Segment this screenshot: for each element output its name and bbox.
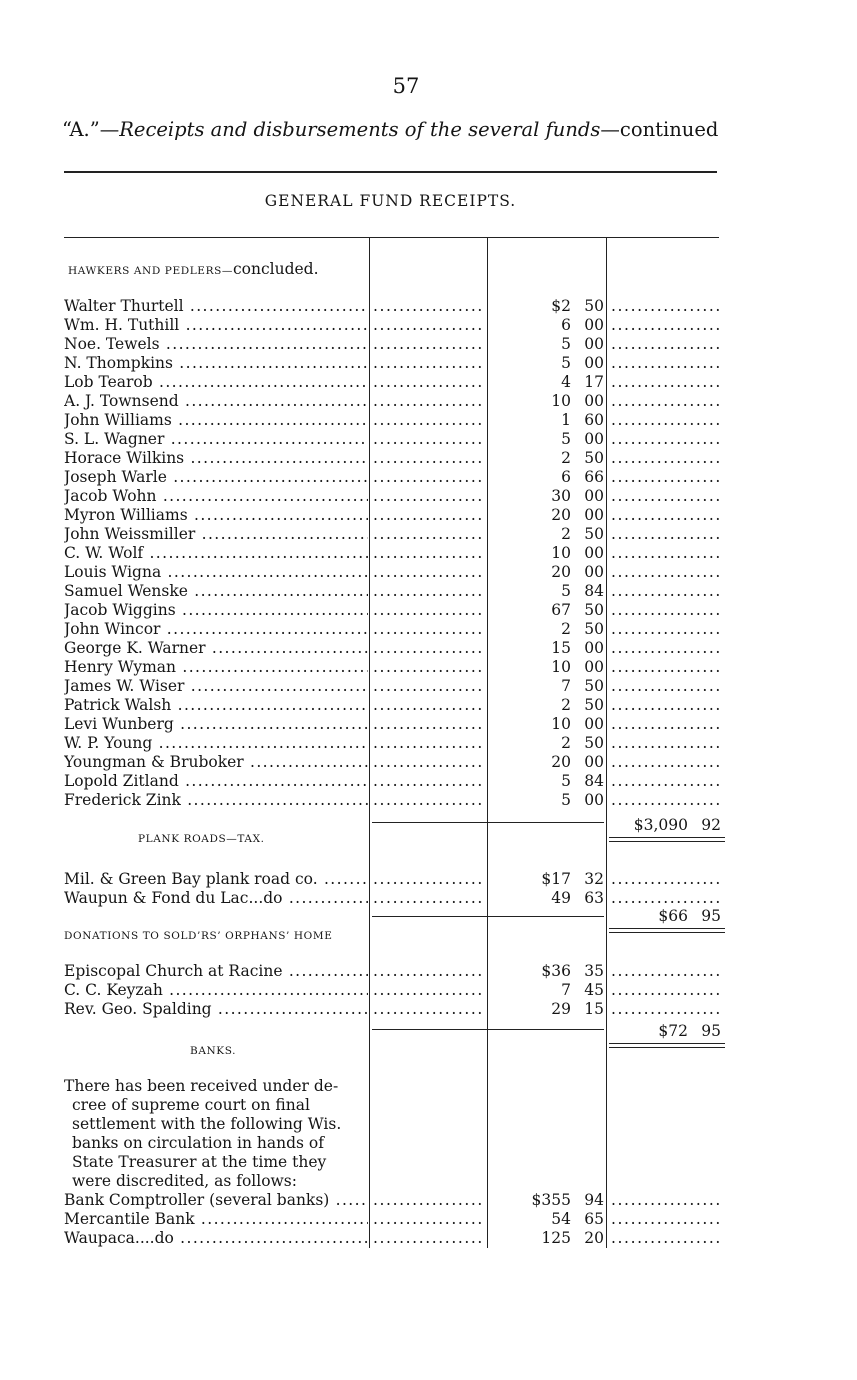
leader-dots [373, 696, 483, 715]
leader-dots [611, 487, 721, 506]
table-row: Youngman & Bruboker ..... ..... 20 00 ..... [0, 753, 857, 772]
table-row: John Wincor ..... ..... 2 50 ..... [0, 620, 857, 639]
entry-name: N. Thompkins ..... [64, 354, 368, 373]
entry-name: Louis Wigna ..... [64, 563, 368, 582]
leader-dots [373, 981, 483, 1000]
leader-dots [611, 335, 721, 354]
leader-dots [611, 316, 721, 335]
subtotal-rule [372, 916, 604, 917]
section-header-hawkers: HAWKERS AND PEDLERS—concluded. [68, 260, 319, 278]
entry-name: George K. Warner ..... [64, 639, 368, 658]
leader-dots [611, 297, 721, 316]
leader-dots [373, 639, 483, 658]
leader-dots [373, 582, 483, 601]
entry-name: Myron Williams ..... [64, 506, 368, 525]
page-heading [62, 118, 722, 141]
leader-dots [373, 525, 483, 544]
table-row: Patrick Walsh ..... ..... 2 50 ..... [0, 696, 857, 715]
table-row: C. W. Wolf ..... ..... 10 00 ..... [0, 544, 857, 563]
heading-suffix: —continued [600, 118, 719, 141]
leader-dots [373, 1210, 483, 1229]
table-row: James W. Wiser ..... ..... 7 50 ..... [0, 677, 857, 696]
table-row: Jacob Wohn ..... ..... 30 00 ..... [0, 487, 857, 506]
table-row: John Weissmiller ..... ..... 2 50 ..... [0, 525, 857, 544]
table-row: Waupun & Fond du Lac...do ..... ..... 49 63 ..... [0, 889, 857, 908]
entry-name: Mil. & Green Bay plank road co. ..... [64, 870, 368, 889]
entry-name: Youngman & Bruboker ..... [64, 753, 368, 772]
table-row: A. J. Townsend ..... ..... 10 00 ..... [0, 392, 857, 411]
leader-dots [611, 962, 721, 981]
leader-dots [373, 544, 483, 563]
table-row: Jacob Wiggins ..... ..... 67 50 ..... [0, 601, 857, 620]
entry-name: Bank Comptroller (several banks) ..... [64, 1191, 368, 1210]
table-row: Mercantile Bank ..... ..... 54 65 ..... [0, 1210, 857, 1229]
entry-name: S. L. Wagner ..... [64, 430, 368, 449]
heading-rule [64, 171, 717, 173]
entry-name: John Weissmiller ..... [64, 525, 368, 544]
leader-dots [611, 658, 721, 677]
leader-dots [373, 487, 483, 506]
heading-prefix: “A.”— [62, 118, 120, 141]
donations-total: $72 95 [611, 1021, 721, 1041]
entry-name: Noe. Tewels ..... [64, 335, 368, 354]
leader-dots [611, 411, 721, 430]
leader-dots [611, 715, 721, 734]
table-top-rule [64, 237, 719, 238]
leader-dots [373, 449, 483, 468]
leader-dots [611, 601, 721, 620]
heading-title: Receipts and disbursements of the several funds [119, 118, 601, 141]
entry-name: James W. Wiser ..... [64, 677, 368, 696]
table-row: Waupaca....do ..... ..... 125 20 ..... [0, 1229, 857, 1248]
table-row: Wm. H. Tuthill ..... ..... 6 00 ..... [0, 316, 857, 335]
table-row: Joseph Warle ..... ..... 6 66 ..... [0, 468, 857, 487]
table-row: S. L. Wagner ..... ..... 5 00 ..... [0, 430, 857, 449]
page-number: 57 [392, 74, 420, 98]
leader-dots [611, 468, 721, 487]
leader-dots [611, 639, 721, 658]
leader-dots [373, 392, 483, 411]
leader-dots [373, 620, 483, 639]
table-row: Episcopal Church at Racine ..... ..... $36 35 ..... [0, 962, 857, 981]
entry-name: Levi Wunberg ..... [64, 715, 368, 734]
table-row: Rev. Geo. Spalding ..... ..... 29 15 ..... [0, 1000, 857, 1019]
leader-dots [373, 506, 483, 525]
entry-name: Henry Wyman ..... [64, 658, 368, 677]
leader-dots [373, 563, 483, 582]
leader-dots [611, 981, 721, 1000]
table-row: John Williams ..... ..... 1 60 ..... [0, 411, 857, 430]
leader-dots [611, 373, 721, 392]
leader-dots [373, 411, 483, 430]
leader-dots [611, 1210, 721, 1229]
table-row: Bank Comptroller (several banks) ..... ..... $355 94 ..... [0, 1191, 857, 1210]
leader-dots [373, 734, 483, 753]
leader-dots [373, 1229, 483, 1248]
leader-dots [611, 354, 721, 373]
entry-name: Lopold Zitland ..... [64, 772, 368, 791]
section-header-plank-roads: PLANK ROADS—TAX. [138, 833, 265, 845]
table-row: Walter Thurtell ..... ..... $2 50 ..... [0, 297, 857, 316]
leader-dots [373, 658, 483, 677]
entry-name: Jacob Wiggins ..... [64, 601, 368, 620]
leader-dots [373, 373, 483, 392]
leader-dots [373, 791, 483, 810]
leader-dots [611, 544, 721, 563]
table-row: Henry Wyman ..... ..... 10 00 ..... [0, 658, 857, 677]
entry-name: Walter Thurtell ..... [64, 297, 368, 316]
leader-dots [611, 734, 721, 753]
entry-name: Samuel Wenske ..... [64, 582, 368, 601]
leader-dots [373, 468, 483, 487]
leader-dots [611, 791, 721, 810]
leader-dots [373, 335, 483, 354]
table-row: Myron Williams ..... ..... 20 00 ..... [0, 506, 857, 525]
table-row: Levi Wunberg ..... ..... 10 00 ..... [0, 715, 857, 734]
entry-name: C. C. Keyzah ..... [64, 981, 368, 1000]
table-row: C. C. Keyzah ..... ..... 7 45 ..... [0, 981, 857, 1000]
leader-dots [611, 753, 721, 772]
leader-dots [373, 870, 483, 889]
leader-dots [611, 506, 721, 525]
table-row: Mil. & Green Bay plank road co. ..... ..... $17 32 ..... [0, 870, 857, 889]
leader-dots [373, 772, 483, 791]
leader-dots [373, 1191, 483, 1210]
table-row: W. P. Young ..... ..... 2 50 ..... [0, 734, 857, 753]
table-row: Samuel Wenske ..... ..... 5 84 ..... [0, 582, 857, 601]
leader-dots [373, 297, 483, 316]
leader-dots [611, 620, 721, 639]
leader-dots [611, 525, 721, 544]
fund-title: GENERAL FUND RECEIPTS. [264, 192, 517, 210]
table-row: Frederick Zink ..... ..... 5 00 ..... [0, 791, 857, 810]
leader-dots [373, 354, 483, 373]
entry-name: A. J. Townsend ..... [64, 392, 368, 411]
plank-roads-total: $66 95 [611, 906, 721, 926]
leader-dots [611, 1191, 721, 1210]
section-header-banks: BANKS. [190, 1045, 237, 1057]
table-row: Lopold Zitland ..... ..... 5 84 ..... [0, 772, 857, 791]
leader-dots [611, 430, 721, 449]
subtotal-rule [372, 1029, 604, 1030]
leader-dots [373, 715, 483, 734]
table-row: N. Thompkins ..... ..... 5 00 ..... [0, 354, 857, 373]
leader-dots [611, 449, 721, 468]
leader-dots [611, 582, 721, 601]
entry-name: Waupun & Fond du Lac...do ..... [64, 889, 368, 908]
leader-dots [373, 889, 483, 908]
table-row: George K. Warner ..... ..... 15 00 ..... [0, 639, 857, 658]
leader-dots [373, 430, 483, 449]
leader-dots [373, 1000, 483, 1019]
table-row: Noe. Tewels ..... ..... 5 00 ..... [0, 335, 857, 354]
leader-dots [373, 962, 483, 981]
leader-dots [373, 677, 483, 696]
leader-dots [611, 772, 721, 791]
table-row: Lob Tearob ..... ..... 4 17 ..... [0, 373, 857, 392]
section-header-donations: DONATIONS TO SOLD’RS’ ORPHANS’ HOME [64, 930, 333, 942]
entry-name: Frederick Zink ..... [64, 791, 368, 810]
entry-name: John Williams ..... [64, 411, 368, 430]
leader-dots [611, 677, 721, 696]
hawkers-total: $3,090 92 [611, 815, 721, 835]
table-row: Louis Wigna ..... ..... 20 00 ..... [0, 563, 857, 582]
entry-name: Waupaca....do ..... [64, 1229, 368, 1248]
leader-dots [611, 696, 721, 715]
entry-name: Rev. Geo. Spalding ..... [64, 1000, 368, 1019]
leader-dots [611, 870, 721, 889]
entry-name: Horace Wilkins ..... [64, 449, 368, 468]
leader-dots [611, 1229, 721, 1248]
leader-dots [611, 1000, 721, 1019]
entry-name: Patrick Walsh ..... [64, 696, 368, 715]
leader-dots [373, 316, 483, 335]
leader-dots [611, 563, 721, 582]
leader-dots [373, 753, 483, 772]
entry-name: W. P. Young ..... [64, 734, 368, 753]
entry-name: Episcopal Church at Racine ..... [64, 962, 368, 981]
entry-name: C. W. Wolf ..... [64, 544, 368, 563]
entry-name: Joseph Warle ..... [64, 468, 368, 487]
entry-name: Lob Tearob ..... [64, 373, 368, 392]
table-row: Horace Wilkins ..... ..... 2 50 ..... [0, 449, 857, 468]
entry-name: Mercantile Bank ..... [64, 1210, 368, 1229]
leader-dots [611, 392, 721, 411]
subtotal-rule [372, 822, 604, 823]
entry-name: John Wincor ..... [64, 620, 368, 639]
banks-paragraph: There has been received under de- cree of supreme court on final settlement with the following Wis. banks on circulation in hands of State Treasurer at the time they were discredited, as follows: [64, 1077, 342, 1190]
entry-name: Jacob Wohn ..... [64, 487, 368, 506]
leader-dots [373, 601, 483, 620]
entry-name: Wm. H. Tuthill ..... [64, 316, 368, 335]
